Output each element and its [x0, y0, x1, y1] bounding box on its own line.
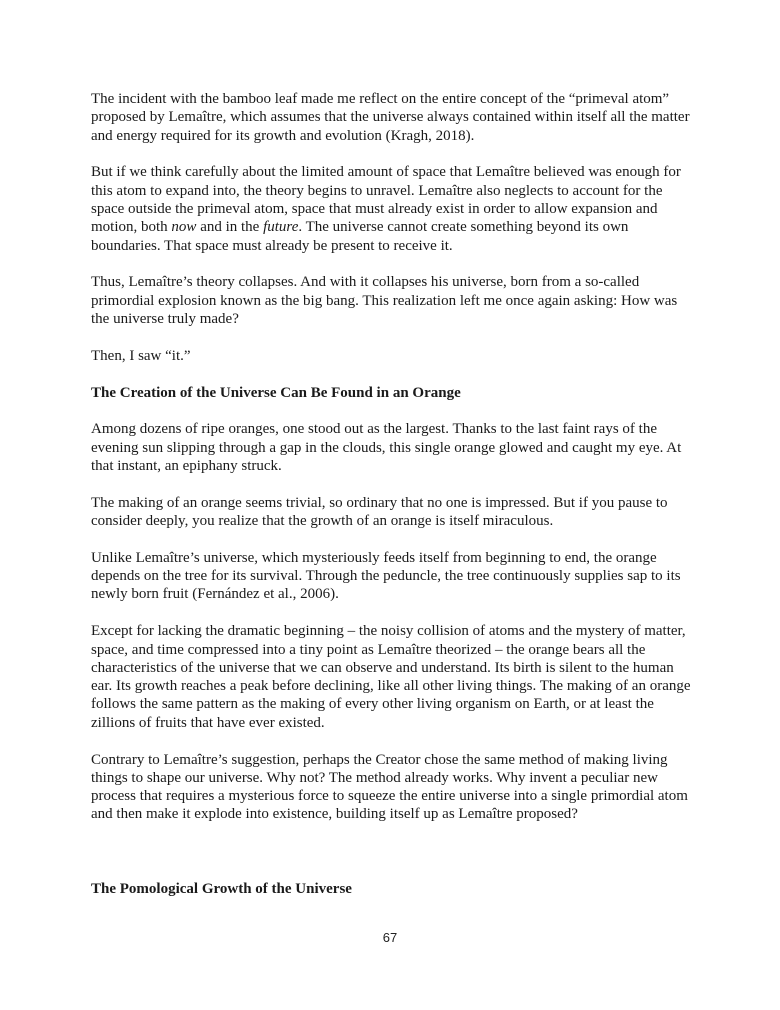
- emphasis-future: future: [263, 219, 299, 236]
- paragraph-primeval-atom: The incident with the bamboo leaf made me reflect on the entire concept of the “primeval atom” proposed by Lemaître, which assumes that the universe always contained within itself all the matter and energy required for its growth and evolution (Kragh, 2018).: [91, 91, 690, 144]
- section-heading-orange: The Creation of the Universe Can Be Found in an Orange: [91, 384, 461, 401]
- paragraph-saw-it: Then, I saw “it.”: [91, 347, 191, 364]
- paragraph-orange-trivial: The making of an orange seems trivial, so ordinary that no one is impressed. But if you pause to consider deeply, you realize that the growth of an orange is itself miraculous.: [91, 494, 668, 530]
- paragraph-theory-collapses: Thus, Lemaître’s theory collapses. And with it collapses his universe, born from a so-called primordial explosion known as the big bang. This realization left me once again asking: How was the universe truly made?: [91, 274, 678, 327]
- paragraph-orange-characteristics: Except for lacking the dramatic beginning – the noisy collision of atoms and the mystery of matter, space, and time compressed into a tiny point as Lemaître theorized – the orange bears all the characteristics of the universe that we can observe and understand. Its birth is silent to the human ear. Its growth reaches a peak before declining, like all other living things. The making of an orange follows the same pattern as the making of every other living organism on Earth, or at least the zillions of fruits that have ever existed.: [91, 623, 691, 731]
- paragraph-space-argument: [91, 163, 691, 254]
- emphasis-now: now: [171, 219, 197, 236]
- paragraph-text: But if we think carefully about the limited amount of space that Lemaître believed was enough for this atom to expand into, the theory begins to unravel. Lemaître also neglects to account for the space outside the primeval atom, space that must already exist in order to allow expansion and motion, both: [91, 164, 681, 236]
- section-heading-pomological: The Pomological Growth of the Universe: [91, 880, 352, 897]
- page-number: 67: [382, 930, 398, 945]
- paragraph-ripe-oranges: Among dozens of ripe oranges, one stood out as the largest. Thanks to the last faint rays of the evening sun slipping through a gap in the clouds, this single orange glowed and caught my eye. At that instant, an epiphany struck.: [91, 421, 682, 474]
- paragraph-orange-tree: Unlike Lemaître’s universe, which mysteriously feeds itself from beginning to end, the orange depends on the tree for its survival. Through the peduncle, the tree continuously supplies sap to its newly born fruit (Fernández et al., 2006).: [91, 549, 681, 603]
- paragraph-creator-method: Contrary to Lemaître’s suggestion, perhaps the Creator chose the same method of making living things to shape our universe. Why not? The method already works. Why invent a peculiar new process that requires a mysterious force to squeeze the entire universe into a single primordial atom and then make it explode into existence, building itself up as Lemaître proposed?: [91, 751, 688, 823]
- paragraph-text: . The universe cannot create something beyond its own boundaries. That space must already be present to receive it.: [91, 219, 629, 254]
- page-content: [91, 90, 691, 917]
- paragraph-text: and in the: [196, 219, 264, 236]
